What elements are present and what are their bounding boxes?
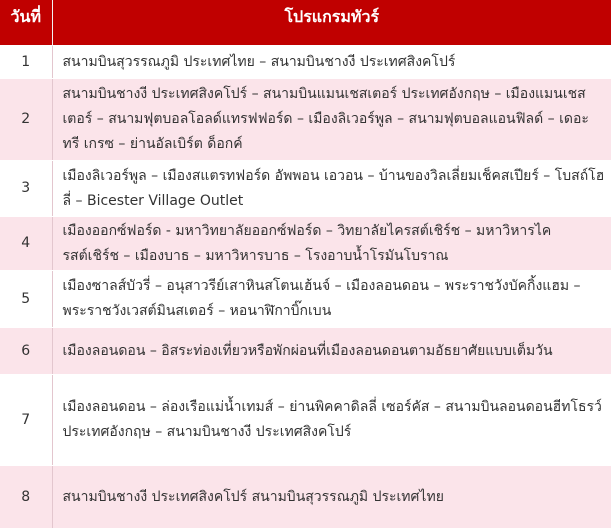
table-row bbox=[0, 161, 611, 217]
program-cell: สนามบินชางงี ประเทศสิงคโปร์ สนามบินสุวรรณภูมิ ประเทศไทย bbox=[52, 466, 611, 529]
program-cell: เมืองออกซ์ฟอร์ด - มหาวิทยาลัยออกซ์ฟอร์ด – วิทยาลัยไครสต์เชิร์ช – มหาวิหารไครสต์เชิร์ช – เมืองบาธ – มหาวิหารบาธ – โรงอาบน้ำโรมันโบราณ bbox=[52, 217, 611, 271]
day-cell: 6 bbox=[0, 328, 52, 375]
day-cell: 2 bbox=[0, 79, 52, 161]
day-cell: 7 bbox=[0, 375, 52, 466]
day-cell: 5 bbox=[0, 271, 52, 328]
day-column-header: วันที่ bbox=[0, 0, 52, 46]
program-cell: เมืองลอนดอน – อิสระท่องเที่ยวหรือพักผ่อนที่เมืองลอนดอนตามอัธยาศัยแบบเต็มวัน bbox=[52, 328, 611, 375]
day-cell: 8 bbox=[0, 466, 52, 529]
program-column-header: โปรแกรมทัวร์ bbox=[52, 0, 611, 46]
table-row bbox=[0, 79, 611, 161]
day-cell: 4 bbox=[0, 217, 52, 271]
program-cell: สนามบินชางงี ประเทศสิงคโปร์ – สนามบินแมนเชสเตอร์ ประเทศอังกฤษ – เมืองแมนเชสเตอร์ – สนามฟุตบอลโอลด์แทรฟฟอร์ด – เมืองลิเวอร์พูล – สนามฟุตบอลแอนฟิลด์ – เดอะ ทรี เกรซ – ย่านอัลเบิร์ต ด็อกค์ bbox=[52, 79, 611, 161]
table-row bbox=[0, 328, 611, 375]
program-cell: สนามบินสุวรรณภูมิ ประเทศไทย – สนามบินชางงี ประเทศสิงคโปร์ bbox=[52, 46, 611, 79]
table-row bbox=[0, 375, 611, 466]
table-row bbox=[0, 46, 611, 79]
table-row bbox=[0, 217, 611, 271]
table-row bbox=[0, 271, 611, 328]
program-cell: เมืองลอนดอน – ล่องเรือแม่น้ำเทมส์ – ย่านพิคคาดิลลี่ เซอร์คัส – สนามบินลอนดอนฮีทโธรว์ ประเทศอังกฤษ – สนามบินชางงี ประเทศสิงคโปร์ bbox=[52, 375, 611, 466]
table-header bbox=[0, 0, 611, 46]
table-body bbox=[0, 46, 611, 529]
program-cell: เมืองซาลส์บัวรี่ – อนุสาวรีย์เสาหินสโตนเฮ้นจ์ – เมืองลอนดอน – พระราชวังบัคกิ้งแฮม – พระราชวังเวสต์มินสเตอร์ – หอนาฬิกาบิ๊กเบน bbox=[52, 271, 611, 328]
day-cell: 1 bbox=[0, 46, 52, 79]
day-cell: 3 bbox=[0, 161, 52, 217]
program-cell: เมืองลิเวอร์พูล – เมืองสแตรทฟอร์ด อัพพอน เอวอน – บ้านของวิลเลี่ยมเช็คสเปียร์ – โบสถ์โฮลี่ – Bicester Village Outlet bbox=[52, 161, 611, 217]
table-row bbox=[0, 466, 611, 529]
